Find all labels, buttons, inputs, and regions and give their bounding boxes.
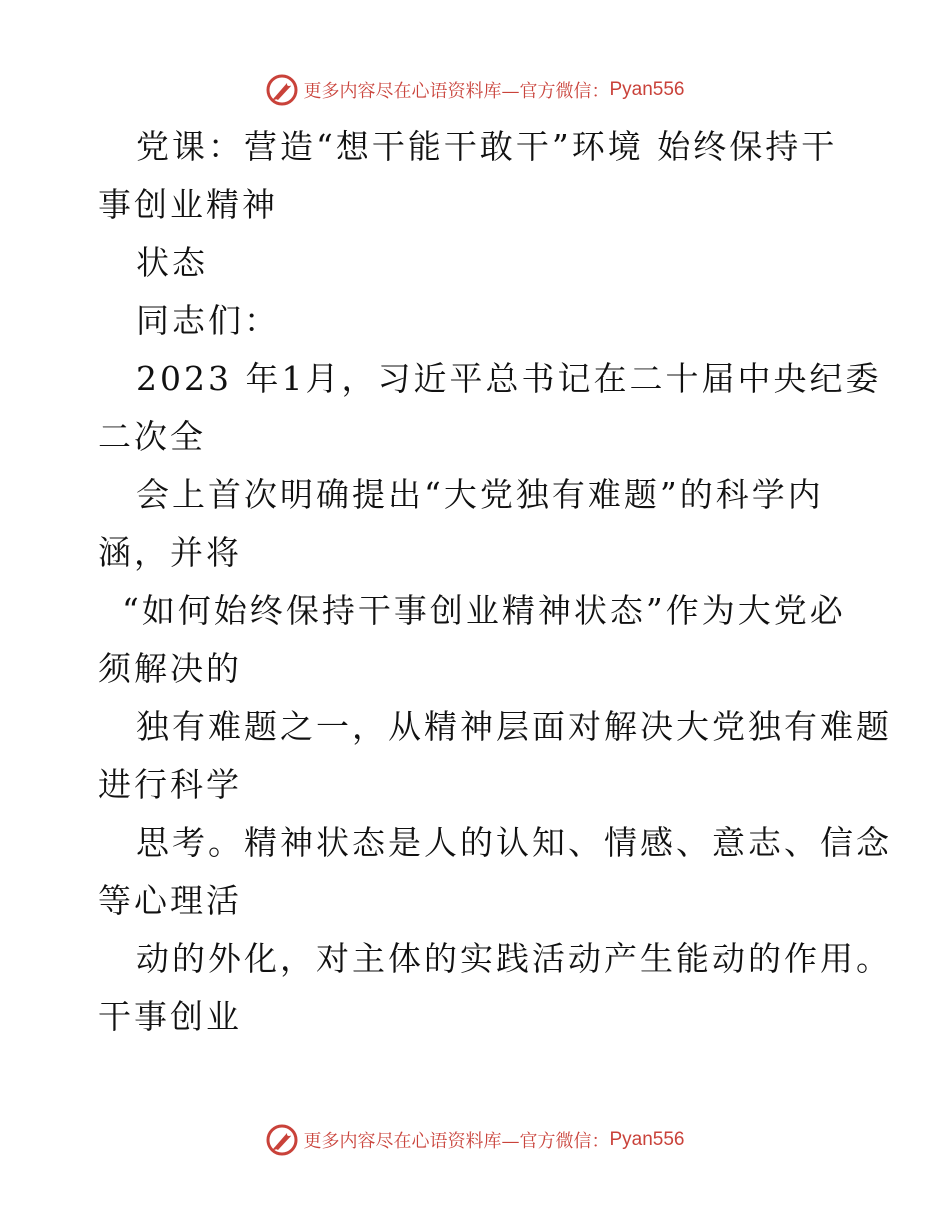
paragraph-line: 独有难题之一，从精神层面对解决大党独有难题 <box>136 707 892 746</box>
pen-logo-icon <box>265 73 299 107</box>
title-line-3: 状态 <box>136 243 208 282</box>
paragraph-line: 干事创业 <box>98 997 242 1036</box>
watermark-handle: Pyan556 <box>609 1129 685 1150</box>
paragraph-line: 动的外化，对主体的实践活动产生能动的作用。 <box>136 939 892 978</box>
title-line-1: 党课：营造“想干能干敢干”环境 始终保持干 <box>136 127 838 166</box>
header-watermark <box>0 70 950 110</box>
paragraph-line: 二次全 <box>98 417 206 456</box>
footer-watermark <box>0 1120 950 1160</box>
paragraph-line: 须解决的 <box>98 649 242 688</box>
paragraph-line: 涵，并将 <box>98 533 242 572</box>
pen-logo-icon <box>265 1123 299 1157</box>
paragraph-line: 进行科学 <box>98 765 242 804</box>
watermark-text: 更多内容尽在心语资料库—官方微信： <box>303 1131 610 1152</box>
paragraph-line: 会上首次明确提出“大党独有难题”的科学内 <box>136 475 824 514</box>
paragraph-line: 等心理活 <box>98 881 242 920</box>
document-body <box>98 118 892 1046</box>
watermark-handle: Pyan556 <box>609 79 685 100</box>
paragraph-line: 2023 年1月，习近平总书记在二十届中央纪委 <box>136 359 882 398</box>
paragraph-line: 思考。精神状态是人的认知、情感、意志、信念 <box>136 823 892 862</box>
paragraph-line: “如何始终保持干事创业精神状态”作为大党必 <box>122 591 846 630</box>
title-line-2: 事创业精神 <box>98 185 278 224</box>
watermark-text: 更多内容尽在心语资料库—官方微信： <box>303 81 610 102</box>
salutation: 同志们： <box>136 301 280 340</box>
